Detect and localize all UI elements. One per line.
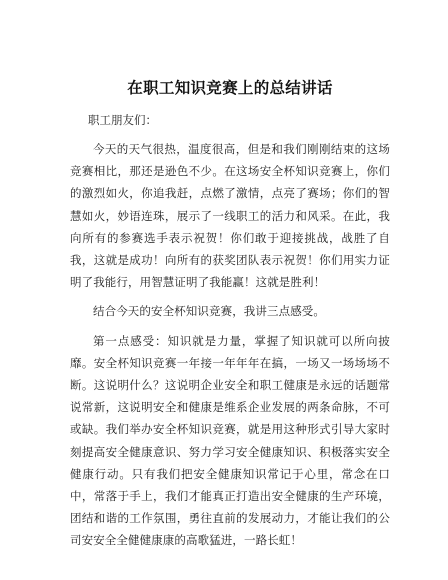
salutation: 职工朋友们： bbox=[88, 113, 157, 127]
document-title: 在职工知识竞赛上的总结讲话 bbox=[127, 79, 333, 97]
paragraph-intro-points: 结合今天的安全杯知识竞赛，我讲三点感受。 bbox=[93, 304, 325, 319]
paragraph-opening: 今天的天气很热，温度很高，但是和我们刚刚结束的这场竞赛相比，那还是逊色不少。在这场安全杯知识竞赛上，你们的激烈如火，你追我赶，点燃了激情，点亮了赛场；你们的智慧如火，妙语连珠，展示了一线职工的活力和风采。在此，我向所有的参赛选手表示祝贺！你们敢于迎接挑战，战胜了自我，这就是成功！向所有的获奖团队表示祝贺！你们用实力证明了我能行，用智慧证明了我能赢！这就是胜利！ bbox=[70, 142, 390, 290]
paragraph-first-point: 第一点感受：知识就是力量，掌握了知识就可以所向披靡。安全杯知识竞赛一年接一年年年在搞，一场又一场场场不断。这说明什么？这说明企业安全和职工健康是永远的话题常说常新，这说明安全和健康是维系企业发展的两条命脉，不可或缺。我们举办安全杯知识竞赛，就是用这种形式引导大家时刻提高安全健康意识、努力学习安全健康知识、积极落实安全健康行动。只有我们把安全健康知识常记于心里，常念在口中，常落于手上，我们才能真正打造出安全健康的生产环境，团结和谐的工作氛围，勇往直前的发展动力，才能让我们的公司安安全全健健康康的高歌猛进，一路长虹！ bbox=[70, 333, 390, 548]
